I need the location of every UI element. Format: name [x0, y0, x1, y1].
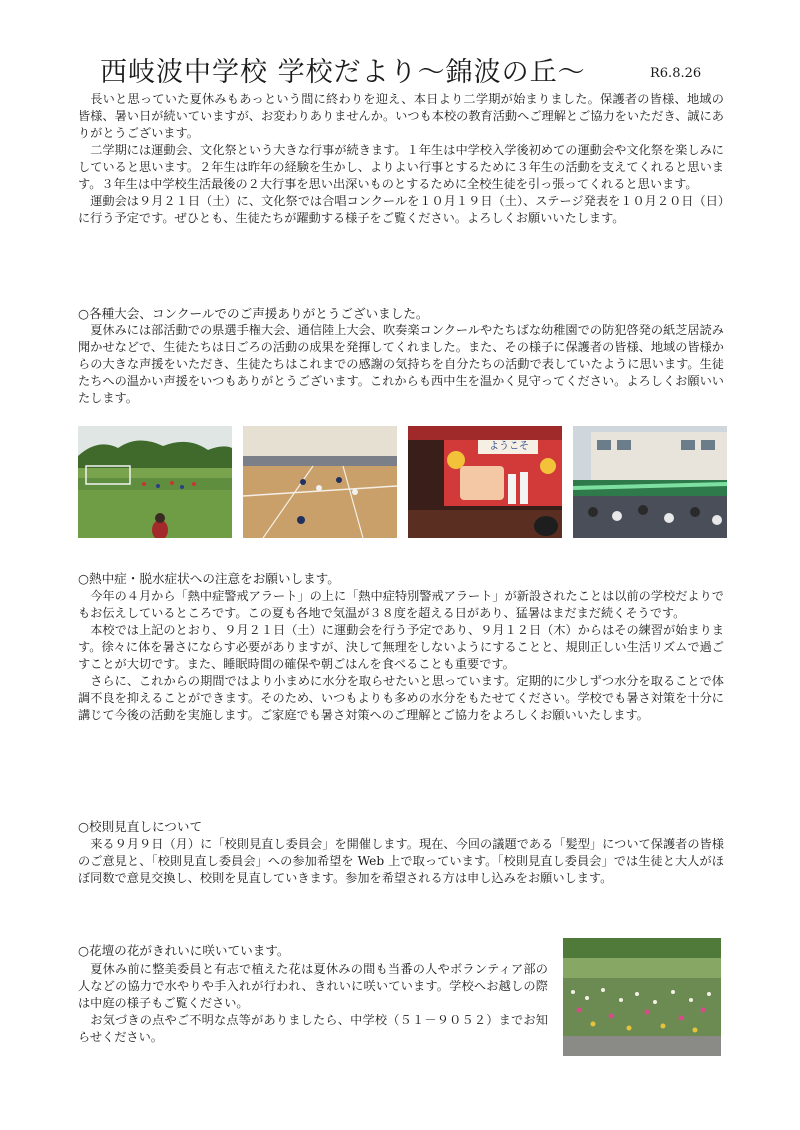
intro-paragraph: 運動会は９月２１日（土）に、文化祭では合唱コンクールを１０月１９日（土）、ステージ発表を１０月２０日（日）に行う予定です。ぜひとも、生徒たちが躍動する様子をご覧ください。よろしくお願いいたします。 [78, 194, 724, 225]
rules-paragraph: 来る９月９日（月）に「校則見直し委員会」を開催します。現在、今回の議題である「髪型」について保護者の皆様のご意見と、「校則見直し委員会」への参加希望を Web 上で取っています。「校則見直し委員会」では生徒と大人がほぼ同数で意見交換し、校則を見直していきます。参加を希望される方は申し込みをお願いします。 [78, 837, 724, 885]
rules-text [78, 836, 724, 887]
flowers-paragraph: 夏休み前に整美委員と有志で植えた花は夏休みの間も当番の人やボランティア部の人などの協力で水やりや手入れが行われ、きれいに咲いています。学校へお越しの際は中庭の様子もご覧ください。 [78, 962, 548, 1010]
newsletter-title: 西岐波中学校 学校だより～錦波の丘～ [100, 57, 586, 88]
rules-heading: ○校則見直しについて [78, 819, 203, 834]
stage-banner-text: ようこそ [489, 441, 529, 452]
contests-text [78, 322, 724, 407]
contests-paragraph: 夏休みには部活動での県選手権大会、通信陸上大会、吹奏楽コンクールやたちばな幼稚園での防犯啓発の紙芝居読み聞かせなどで、生徒たちは日ごろの活動の成果を発揮してくれました。また、その様子に保護者の皆様、地域の皆様からの大きな声援をいただき、生徒たちはこれまでの感謝の気持ちを自分たちの活動で表していたように思います。生徒たちへの温かい声援をいつもありがとうございます。これからも西中生を温かく見守ってください。よろしくお願いいたします。 [78, 323, 724, 405]
flowers-text [78, 961, 548, 1046]
gym-basketball-photo [243, 426, 397, 538]
heat-heading: ○熱中症・脱水症状への注意をお願いします。 [78, 571, 340, 586]
flower-bed-photo [563, 938, 721, 1056]
flowers-heading: ○花壇の花がきれいに咲いています。 [78, 943, 290, 958]
soccer-match-photo [78, 426, 232, 538]
stage-performance-photo [408, 426, 562, 538]
intro-paragraph: 長いと思っていた夏休みもあっという間に終わりを迎え、本日より二学期が始まりました。保護者の皆様、地域の皆様、暑い日が続いていますが、お変わりありませんか。いつも本校の教育活動へご理解とご協力をいただき、誠にありがとうございます。 [78, 92, 724, 140]
issue-date: R6.8.26 [650, 66, 702, 81]
intro-paragraph: 二学期には運動会、文化祭という大きな行事が続きます。１年生は中学校入学後初めての運動会や文化祭を楽しみにしていると思います。２年生は昨年の経験を生かし、よりよい行事とするために３年生の活動を支えてくれると思います。３年生は中学校生活最後の２大行事を思い出深いものとするために全校生徒を引っ張ってくれると思います。 [78, 143, 724, 191]
heat-text [78, 588, 724, 724]
intro-text [78, 91, 724, 227]
heat-paragraph: 今年の４月から「熱中症警戒アラート」の上に「熱中症特別警戒アラート」が新設されたことは以前の学校だよりでもお伝えしているところです。この夏も各地で気温が３８度を超える日があり、猛暑はまだまだ続くそうです。 [78, 589, 724, 620]
school-courtyard-photo [573, 426, 727, 538]
heat-paragraph: 本校では上記のとおり、９月２１日（土）に運動会を行う予定であり、９月１２日（木）からはその練習が始まります。徐々に体を暑さにならす必要がありますが、決して無理をしないようにすることと、規則正しい生活リズムで過ごすことが大切です。また、睡眠時間の確保や朝ごはんを食べることも重要です。 [78, 623, 724, 671]
flowers-paragraph: お気づきの点やご不明な点等がありましたら、中学校（５１－９０５２）までお知らせください。 [78, 1013, 548, 1044]
contests-heading: ○各種大会、コンクールでのご声援ありがとうございました。 [78, 306, 429, 321]
heat-paragraph: さらに、これからの期間ではより小まめに水分を取らせたいと思っています。定期的に少しずつ水分を取ることで体調不良を抑えることができます。そのため、いつもよりも多めの水分をもたせてください。学校でも暑さ対策を十分に講じて今後の活動を実施します。ご家庭でも暑さ対策へのご理解とご協力をよろしくお願いいたします。 [78, 674, 724, 722]
